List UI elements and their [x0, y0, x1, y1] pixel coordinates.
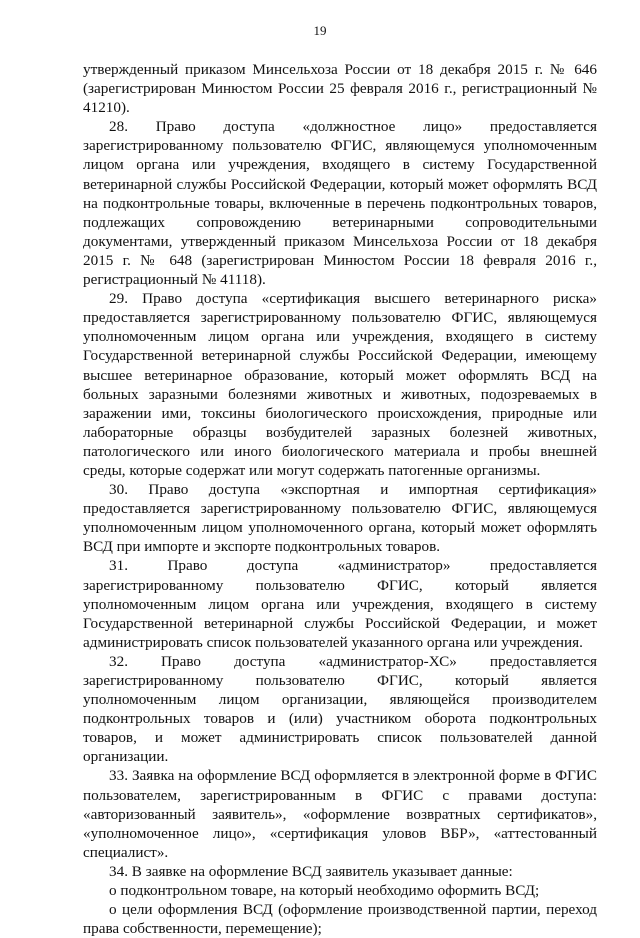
paragraph-34-item-goods: о подконтрольном товаре, на который необходимо оформить ВСД;	[109, 882, 540, 900]
paragraph-31: 31. Право доступа «администратор» предоставляется зарегистрированному пользователю ФГИС, который является уполномоченным лицом органа или учреждения, входящего в систему Государственной ветеринарной службы Российской Федерации, и может администрировать список пользователей указанного органа или учреждения.	[83, 557, 597, 651]
paragraph-34-item-purpose: о цели оформления ВСД (оформление производственной партии, переход права собственности, перемещение);	[83, 901, 597, 938]
paragraph-32: 32. Право доступа «администратор-ХС» предоставляется зарегистрированному пользователю ФГИС, который является уполномоченным лицом организации, являющейся производителем подконтрольных товаров и (или) участником оборота подконтрольных товаров, и может администрировать список пользователей данной организации.	[83, 652, 597, 766]
paragraph-34: 34. В заявке на оформление ВСД заявитель указывает данные:	[109, 862, 513, 880]
paragraph-28: 28. Право доступа «должностное лицо» предоставляется зарегистрированному пользователю ФГИС, являющемуся уполномоченным лицом органа или учреждения, входящего в систему Государственной ветеринарной службы Российской Федерации, который может оформлять ВСД на подконтрольные товары, включенные в перечень подконтрольных товаров, подлежащих сопровождению ветеринарными сопроводительными документами, утвержденный приказом Минсельхоза России от 18 декабря 2015 г. № 648 (зарегистрирован Минюстом России 18 февраля 2016 г., регистрационный № 41118).	[83, 118, 597, 289]
paragraph-33: 33. Заявка на оформление ВСД оформляется в электронной форме в ФГИС пользователем, зарегистрированным в ФГИС с правами доступа: «авторизованный заявитель», «оформление возвратных сертификатов», «уполномоченное лицо», «сертификация уловов ВБР», «аттестованный специалист».	[83, 767, 597, 861]
paragraph-30: 30. Право доступа «экспортная и импортная сертификация» предоставляется зарегистрированному пользователю ФГИС, являющемуся уполномоченным лицом уполномоченного органа, который может оформлять ВСД при импорте и экспорте подконтрольных товаров.	[83, 481, 597, 556]
paragraph-29: 29. Право доступа «сертификация высшего ветеринарного риска» предоставляется зарегистрированному пользователю ФГИС, являющемуся уполномоченным лицом органа или учреждения, входящего в систему Государственной ветеринарной службы Российской Федерации, имеющему высшее ветеринарное образование, который может оформлять ВСД на больных заразными болезнями животных и животных, подозреваемых в заражении ими, токсины биологического происхождения, природные или лабораторные образцы возбудителей заразных болезней животных, патологического или иного биологического материала и пробы внешней среды, которые содержат или могут содержать патогенные организмы.	[83, 290, 597, 479]
document-body	[83, 60, 597, 938]
paragraph-continuation: утвержденный приказом Минсельхоза России от 18 декабря 2015 г. № 646 (зарегистрирован Минюстом России 25 февраля 2016 г., регистрационный № 41210).	[83, 61, 597, 117]
page-number: 19	[313, 23, 327, 38]
